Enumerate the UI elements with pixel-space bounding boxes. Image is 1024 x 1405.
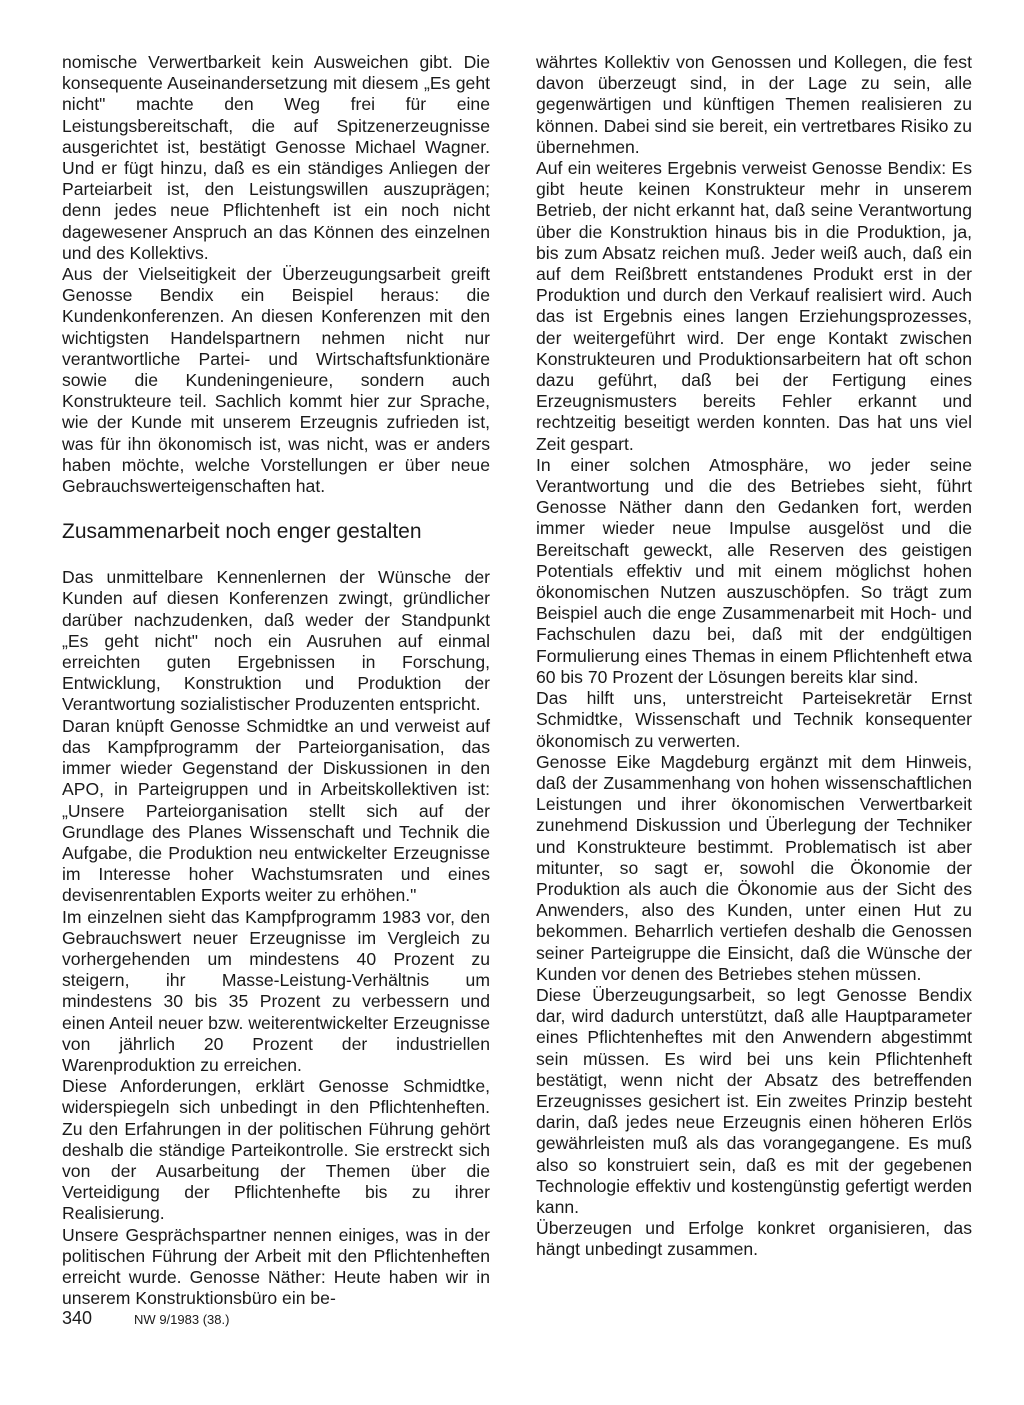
paragraph: Aus der Vielseitigkeit der Überzeugungsarbeit greift Genosse Bendix ein Beispiel heraus: die Kundenkonferenzen. An diesen Konferenzen mit den wichtigsten Handelspartnern nehmen nicht nur verantwortliche Partei- und Wirtschaftsfunktionäre sowie die Kundeningenieure, sondern auch Konstrukteure teil. Sachlich kommt hier zur Sprache, wie der Kunde mit unserem Erzeugnis zufrieden ist, was für ihn ökonomisch ist, was nicht, was er anders haben möchte, welche Vorstellungen er über neue Gebrauchswerteigenschaften hat.	[62, 264, 490, 497]
paragraph: Im einzelnen sieht das Kampfprogramm 1983 vor, den Gebrauchswert neuer Erzeugnisse im Vergleich zu vorhergehenden um mindestens 40 Prozent zu steigern, ihr Masse-Leistung-Verhältnis um mindestens 30 bis 35 Prozent zu verbessern und einen Anteil neuer bzw. weiterentwickelter Erzeugnisse von jährlich 20 Prozent der industriellen Warenproduktion zu erreichen.	[62, 906, 490, 1075]
section-heading: Zusammenarbeit noch enger gestalten	[62, 520, 422, 544]
page-number: 340	[62, 1308, 93, 1328]
paragraph: Auf ein weiteres Ergebnis verweist Genosse Bendix: Es gibt heute keinen Konstrukteur mehr in unserem Betrieb, der nicht erkannt hat, daß seine Verantwortung über die Konstruktion hinaus bis in die Produktion, ja, bis zum Absatz reichen muß. Jeder weiß auch, daß ein auf dem Reißbrett entstandenes Produkt erst in der Produktion und durch den Verkauf realisiert wird. Auch das ist Ergebnis eines langen Erziehungsprozesses, der weitergeführt wird. Der enge Kontakt zwischen Konstrukteuren und Produktionsarbeitern hat oft schon dazu geführt, daß bei der Fertigung eines Erzeugnismusters bereits Fehler erkannt und rechtzeitig beseitigt werden konnten. Das hat uns viel Zeit gespart.	[536, 158, 972, 454]
paragraph: Unsere Gesprächspartner nennen einiges, was in der politischen Führung der Arbeit mit den Pflichtenheften erreicht wurde. Genosse Näther: Heute haben wir in unserem Konstruktionsbüro ein be-	[62, 1224, 490, 1309]
paragraph: Diese Überzeugungsarbeit, so legt Genosse Bendix dar, wird dadurch unterstützt, daß alle Hauptparameter eines Pflichtenheftes mit den Anwendern abgestimmt sein müssen. Es wird bei uns kein Pflichtenheft bestätigt, wenn nicht der Absatz des betreffenden Erzeugnisses gesichert ist. Ein zweites Prinzip besteht darin, daß jedes neue Erzeugnis einen höheren Erlös gewährleisten muß als das vorangegangene. Es muß also so konstruiert sein, daß es mit der gegebenen Technologie effektiv und kostengünstig gefertigt werden kann.	[536, 984, 972, 1217]
right-column	[536, 52, 972, 1261]
left-column	[62, 52, 490, 1309]
paragraph: Überzeugen und Erfolge konkret organisieren, das hängt unbedingt zusammen.	[536, 1218, 972, 1260]
paragraph: Genosse Eike Magdeburg ergänzt mit dem Hinweis, daß der Zusammenhang von hohen wissenschaftlichen Leistungen und ihrer ökonomischen Verwertbarkeit zunehmend Diskussion und Überlegung der Techniker und Konstrukteure bestimmt. Problematisch ist aber mitunter, so sagt er, sowohl die Ökonomie der Produktion als auch die Ökonomie aus der Sicht des Anwenders, also des Kunden, unter einen Hut zu bekommen. Beharrlich vertiefen deshalb die Genossen seiner Parteigruppe die Einsicht, daß die Wünsche der Kunden vor denen des Betriebes stehen müssen.	[536, 751, 972, 984]
issue-reference: NW 9/1983 (38.)	[134, 1312, 230, 1327]
paragraph: Daran knüpft Genosse Schmidtke an und verweist auf das Kampfprogramm der Parteiorganisation, das immer wieder Gegenstand der Diskussionen in den APO, in Parteigruppen und in Arbeitskollektiven ist: „Unsere Parteiorganisation stellt sich auf der Grundlage des Planes Wissenschaft und Technik die Aufgabe, die Produktion neu entwickelter Erzeugnisse im Interesse hoher Wachstumsraten und eines devisenrentablen Exports weiter zu erhöhen."	[62, 715, 490, 906]
paragraph: Diese Anforderungen, erklärt Genosse Schmidtke, widerspiegeln sich unbedingt in den Pflichtenheften. Zu den Erfahrungen in der politischen Führung gehört deshalb die ständige Parteikontrolle. Sie erstreckt sich von der Ausarbeitung der Themen über die Verteidigung der Pflichtenhefte bis zu ihrer Realisierung.	[62, 1076, 490, 1224]
page-footer	[62, 1308, 229, 1329]
paragraph: währtes Kollektiv von Genossen und Kollegen, die fest davon überzeugt sind, in der Lage zu sein, alle gegenwärtigen und künftigen Themen realisieren zu können. Dabei sind sie bereit, ein vertretbares Risiko zu übernehmen.	[536, 52, 972, 157]
paragraph: In einer solchen Atmosphäre, wo jeder seine Verantwortung und die des Betriebes sieht, führt Genosse Näther dann den Gedanken fort, werden immer wieder neue Impulse ausgelöst und die Bereitschaft geweckt, alle Reserven des geistigen Potentials effektiv und mit einem möglichst hohen ökonomischen Nutzen auszuschöpfen. So trägt zum Beispiel auch die enge Zusammenarbeit mit Hoch- und Fachschulen dazu bei, daß mit der endgültigen Formulierung eines Themas in einem Pflichtenheft etwa 60 bis 70 Prozent der Lösungen bereits klar sind.	[536, 454, 972, 687]
paragraph: Das hilft uns, unterstreicht Parteisekretär Ernst Schmidtke, Wissenschaft und Technik konsequenter ökonomisch zu verwerten.	[536, 688, 972, 751]
paragraph: Das unmittelbare Kennenlernen der Wünsche der Kunden auf diesen Konferenzen zwingt, gründlicher darüber nachzudenken, daß weder der Standpunkt „Es geht nicht" noch ein Ausruhen auf einmal erreichten guten Ergebnissen in Forschung, Entwicklung, Konstruktion und Produktion der Verantwortung sozialistischer Produzenten entspricht.	[62, 567, 490, 715]
paragraph: nomische Verwertbarkeit kein Ausweichen gibt. Die konsequente Auseinandersetzung mit diesem „Es geht nicht" machte den Weg frei für eine Leistungsbereitschaft, die auf Spitzenerzeugnisse ausgerichtet ist, bestätigt Genosse Michael Wagner. Und er fügt hinzu, daß es ein ständiges Anliegen der Parteiarbeit ist, den Leistungswillen auszuprägen; denn jedes neue Pflichtenheft ist ein noch nicht dagewesener Anspruch an das Können des einzelnen und des Kollektivs.	[62, 52, 490, 263]
